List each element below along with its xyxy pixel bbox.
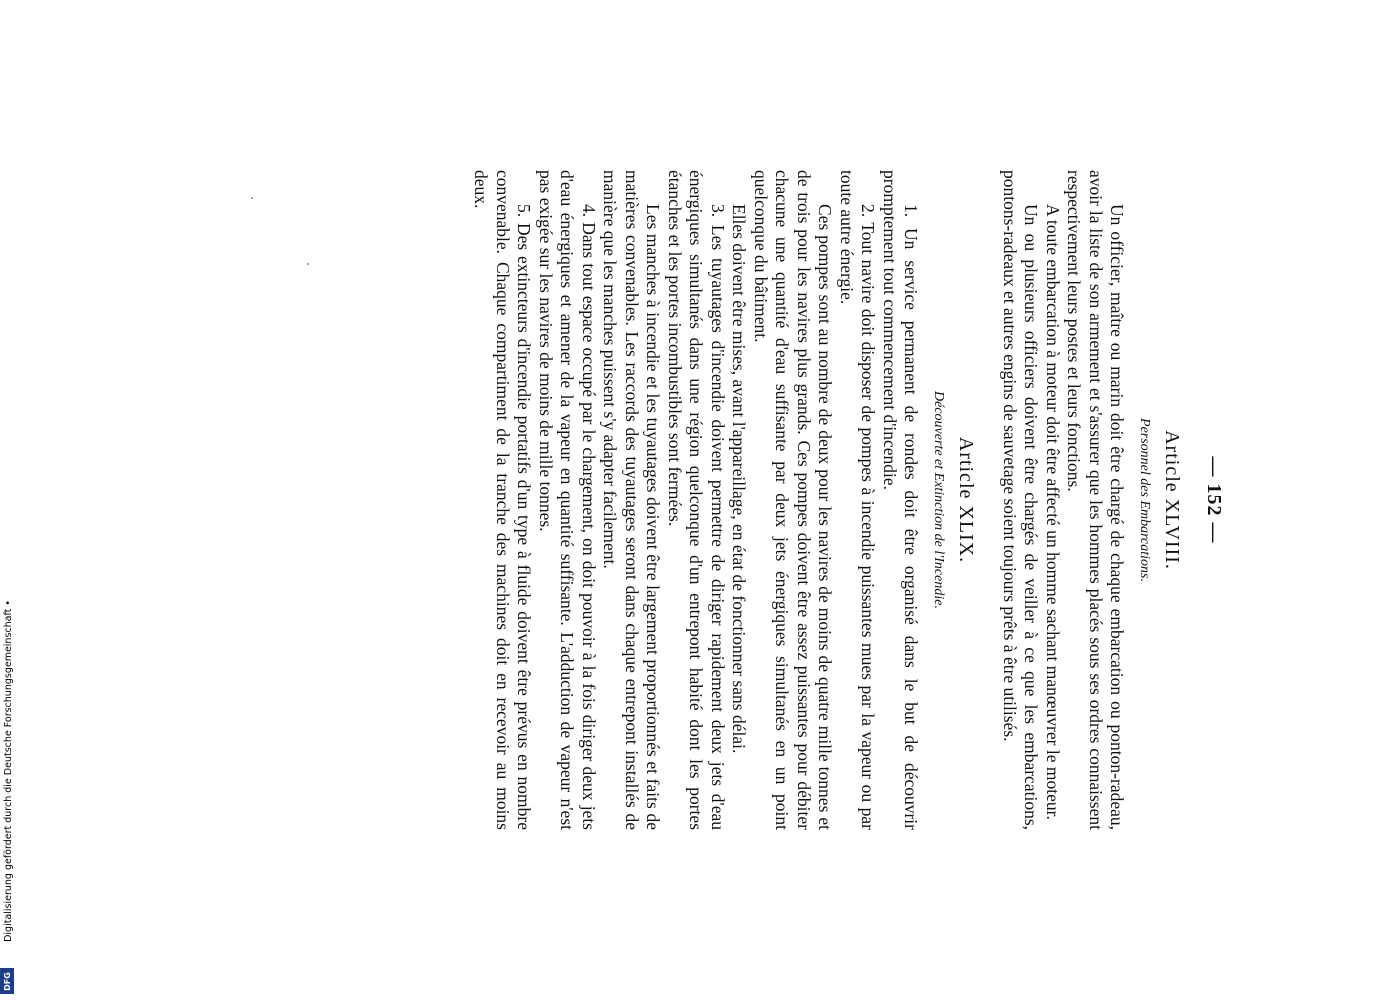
article-49-paragraph: 5. Des extincteurs d'incendie portatifs d'un type à fluide doivent être prévus en nombre convenable. Chaque compartiment de la tranche des machines doit en recevoir au moins deux.: [471, 170, 535, 830]
page-number: — 152 —: [1203, 456, 1225, 544]
article-48-title: Article XLVIII.: [1161, 430, 1184, 570]
page-text-block: [324, 170, 1224, 830]
article-48-paragraph: A toute embarcation à moteur doit être affecté un homme sachant manœuvrer le moteur.: [1043, 204, 1063, 820]
article-49-title: Article XLIX.: [955, 436, 978, 564]
article-49-paragraph: Elles doivent être mises, avant l'appareillage, en état de fonctionner sans délai.: [729, 204, 750, 754]
scan-speck: [251, 197, 253, 199]
article-48-paragraph: Un ou plusieurs officiers doivent être chargés de veiller à ce que les embarcations, pontons-radeaux et autres engins de sauvetage soient toujours prêts à être utilisés.: [1000, 170, 1042, 830]
article-49-subtitle: Découverte et Extinction de l'Incendie.: [931, 391, 946, 609]
article-49-paragraph: 1. Un service permanent de rondes doit être organisé dans le but de découvrir promptement tout commencement d'incendie.: [880, 170, 922, 830]
article-49-paragraph: 2. Tout navire doit disposer de pompes à incendie puissantes mues par la vapeur ou par toute autre énergie.: [837, 170, 879, 830]
article-49-paragraph: Ces pompes sont au nombre de deux pour les navires de moins de quatre mille tonnes et de trois pour les navires plus grands. Ces pompes doivent être assez puissantes pour débiter chacune une quantité d'eau suffisante par deux jets énergiques simultanés en un point quelconque du bâtiment.: [751, 170, 836, 830]
article-49-paragraph: 4. Dans tout espace occupé par le chargement, on doit pouvoir à la fois diriger deux jets d'eau énergiques et amener de la vapeur en quantité suffisante. L'adduction de vapeur n'est pas exigée sur les navires de moins de mille tonnes.: [536, 170, 599, 830]
article-48-subtitle: Personnel des Embarcations.: [1137, 418, 1152, 582]
article-49-paragraph: Les manches à incendie et les tuyautages doivent être largement proportionnés et faits de matières convenables. Les raccords des tuyautages seront dans chaque entrepont installés de manière que les manches puissent s'y adapter facilement.: [600, 170, 664, 830]
scan-speck: [307, 263, 309, 265]
article-48-section: [999, 170, 1183, 830]
article-48-paragraph: Un officier, maître ou marin doit être chargé de chaque embarcation ou ponton-radeau, avoir la liste de son armement et s'assurer que les hommes placés sous ses ordres connaissent respectivement leurs postes et leurs fonctions.: [1064, 170, 1128, 830]
article-49-paragraph: 3. Les tuyautages d'incendie doivent permettre de diriger rapidement deux jets d'eau énergiques simultanés dans une région quelconque d'un entrepont habité dont les portes étanches et les portes incombustibles sont fermées.: [665, 170, 728, 830]
article-49-section: [470, 170, 977, 830]
dfg-logo-icon: DFG: [0, 968, 14, 994]
digitization-footer: [2, 600, 16, 995]
footer-credit-text: Digitalisierung gefördert durch die Deutsche Forschungsgemeinschaft •: [3, 600, 14, 942]
